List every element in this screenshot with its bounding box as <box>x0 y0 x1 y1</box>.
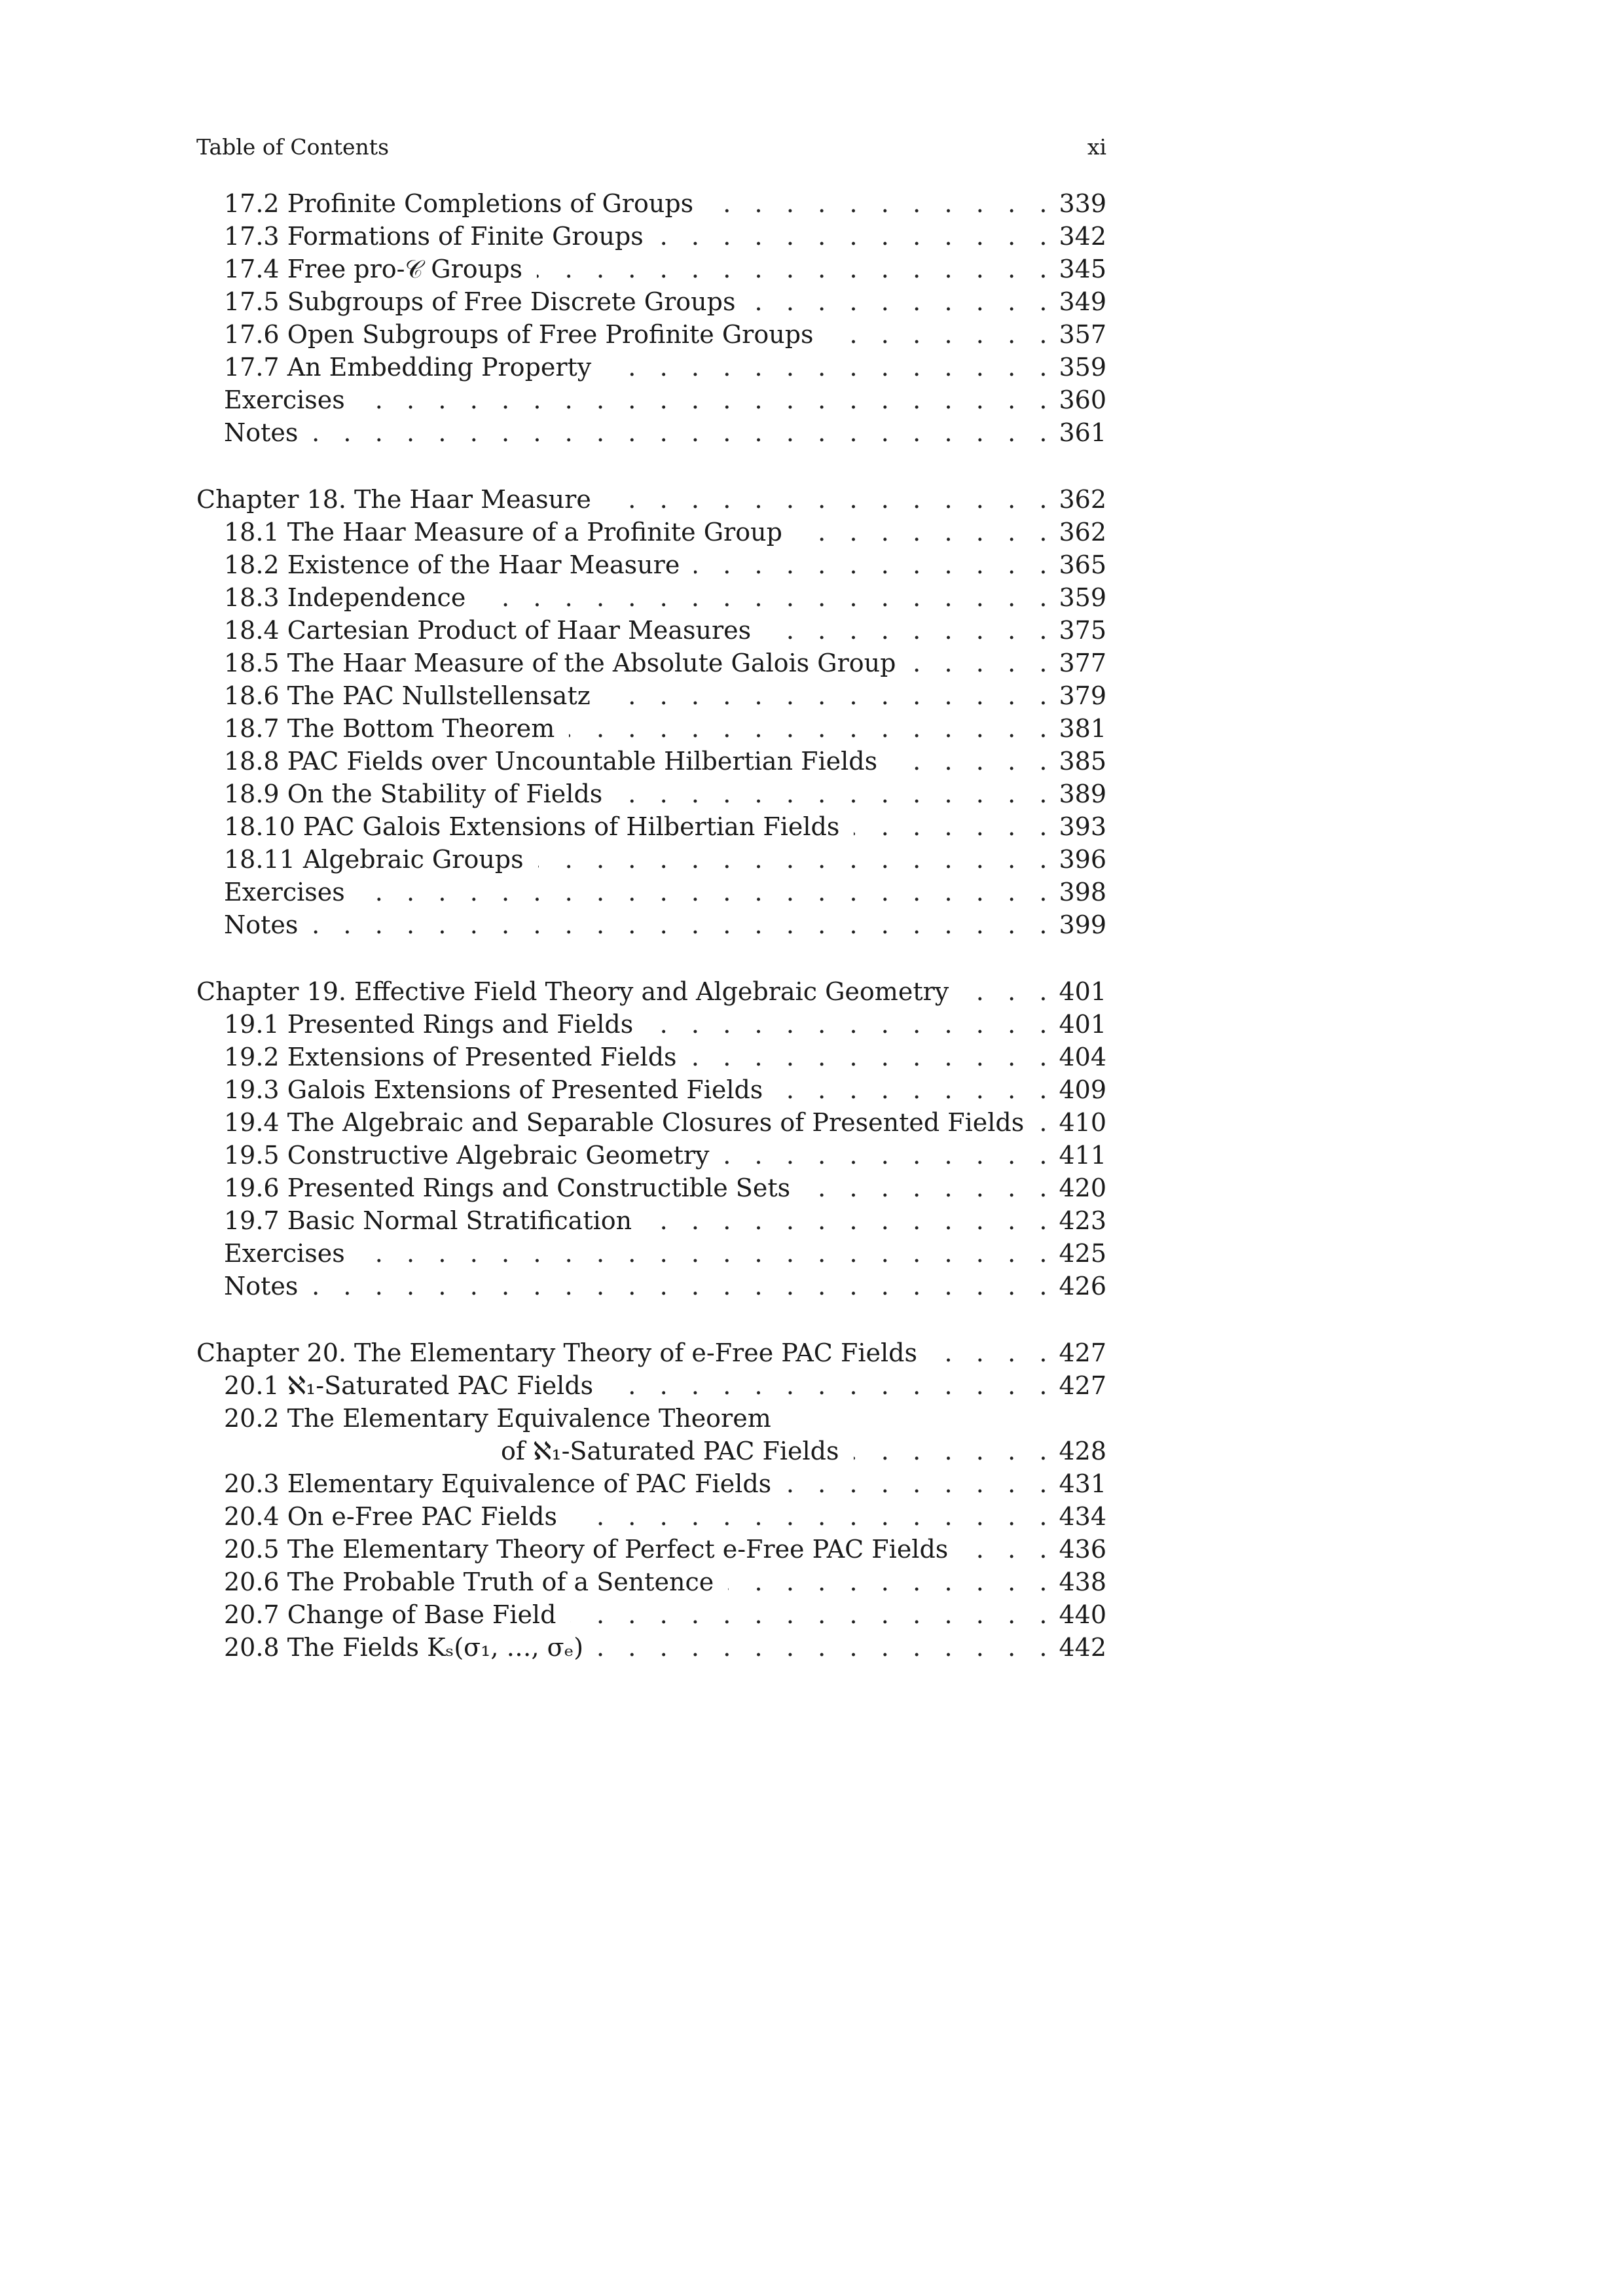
dot-leader <box>480 581 1047 614</box>
toc-entry-title: Chapter 18. The Haar Measure <box>196 485 591 514</box>
toc-entry-title: 18.11 Algebraic Groups <box>224 845 524 874</box>
toc-entry[interactable] <box>196 351 1106 384</box>
toc-entry-title: Notes <box>224 418 299 447</box>
toc-entry[interactable] <box>196 1008 1106 1041</box>
toc-entry-page-number: 389 <box>1059 780 1106 808</box>
dot-leader <box>828 318 1048 351</box>
dot-leader <box>605 679 1048 712</box>
toc-entry-title: Chapter 20. The Elementary Theory of e-Free PAC Fields <box>196 1338 917 1367</box>
dot-leader <box>606 483 1048 516</box>
dot-leader <box>750 285 1047 318</box>
toc-entry-page-number: 339 <box>1059 189 1106 218</box>
toc-entry-title: 19.6 Presented Rings and Constructible Sets <box>224 1174 791 1202</box>
book-page <box>196 124 1106 1664</box>
toc-entry-page-number: 440 <box>1059 1600 1106 1629</box>
toc-entry[interactable] <box>196 647 1106 679</box>
dot-leader <box>723 1139 1047 1172</box>
toc-entry-title: 17.7 An Embedding Property <box>224 353 592 382</box>
toc-entry-page-number: 379 <box>1059 681 1106 710</box>
toc-entry[interactable] <box>196 1435 1106 1467</box>
toc-entry[interactable] <box>196 1041 1106 1073</box>
toc-entry-page-number: 349 <box>1059 287 1106 316</box>
toc-entry-page-number: 345 <box>1059 255 1106 283</box>
toc-entry-title: 17.5 Subgroups of Free Discrete Groups <box>224 287 736 316</box>
dot-leader <box>572 1500 1047 1533</box>
toc-entry-title: 20.5 The Elementary Theory of Perfect e-Free PAC Fields <box>224 1535 949 1564</box>
toc-entry-title: 19.3 Galois Extensions of Presented Fields <box>224 1075 763 1104</box>
dot-leader <box>854 1435 1048 1467</box>
toc-entry-page-number: 385 <box>1059 747 1106 776</box>
toc-chapter-entry[interactable] <box>196 975 1106 1008</box>
toc-entry-title: 19.4 The Algebraic and Separable Closures of Presented Fields <box>224 1108 1025 1137</box>
toc-entry-page-number: 360 <box>1059 386 1106 414</box>
toc-entry[interactable] <box>196 1106 1106 1139</box>
toc-entry[interactable] <box>196 1533 1106 1566</box>
toc-entry-title: 17.3 Formations of Finite Groups <box>224 222 644 251</box>
toc-entry-title: 20.8 The Fields Kₛ(σ₁, …, σₑ) <box>224 1633 584 1662</box>
dot-leader <box>691 1041 1048 1073</box>
toc-entry[interactable] <box>196 1598 1106 1631</box>
toc-entry[interactable] <box>196 1500 1106 1533</box>
toc-entry-title: 17.2 Profinite Completions of Groups <box>224 189 694 218</box>
toc-entry-page-number: 420 <box>1059 1174 1106 1202</box>
dot-leader <box>608 1369 1047 1402</box>
toc-entry-page-number: 401 <box>1059 1010 1106 1039</box>
dot-leader <box>962 1533 1047 1566</box>
toc-entry[interactable] <box>196 1073 1106 1106</box>
toc-entry-page-number: 375 <box>1059 616 1106 645</box>
dot-leader <box>312 908 1047 941</box>
toc-entry-title: 19.2 Extensions of Presented Fields <box>224 1043 677 1071</box>
toc-entry-page-number: 409 <box>1059 1075 1106 1104</box>
dot-leader <box>646 1204 1047 1237</box>
toc-entry-title: Notes <box>224 1272 299 1300</box>
toc-entry[interactable] <box>196 1566 1106 1598</box>
dot-leader <box>312 416 1047 449</box>
toc-entry-title: 18.5 The Haar Measure of the Absolute Galois Group <box>224 649 896 677</box>
running-head-title: Table of Contents <box>196 134 390 160</box>
dot-leader <box>1038 1106 1047 1139</box>
dot-leader <box>359 384 1048 416</box>
toc-entry-page-number: 342 <box>1059 222 1106 251</box>
toc-entry-page-number: 362 <box>1059 485 1106 514</box>
toc-entry[interactable] <box>196 1204 1106 1237</box>
dot-leader <box>569 712 1047 745</box>
running-head <box>196 124 1106 170</box>
toc-entry-title: 17.6 Open Subgroups of Free Profinite Groups <box>224 320 814 349</box>
toc-entry[interactable] <box>196 416 1106 449</box>
toc-entry[interactable] <box>196 384 1106 416</box>
toc-entry[interactable] <box>196 187 1106 220</box>
toc-entry[interactable] <box>196 679 1106 712</box>
toc-entry[interactable] <box>196 1172 1106 1204</box>
toc-entry-page-number: 427 <box>1059 1371 1106 1400</box>
toc-entry-page-number: 359 <box>1059 583 1106 612</box>
toc-entry-title: 18.2 Existence of the Haar Measure <box>224 550 680 579</box>
toc-entry-title: Exercises <box>224 878 345 906</box>
toc-entry-title: 18.3 Independence <box>224 583 466 612</box>
toc-entry-page-number: 361 <box>1059 418 1106 447</box>
dot-leader <box>765 614 1047 647</box>
toc-entry[interactable] <box>196 1402 1106 1435</box>
toc-entry[interactable] <box>196 843 1106 876</box>
dot-leader <box>617 778 1047 810</box>
toc-entry-title: Notes <box>224 910 299 939</box>
toc-entry-page-number: 377 <box>1059 649 1106 677</box>
toc-entry[interactable] <box>196 1139 1106 1172</box>
toc-entry[interactable] <box>196 908 1106 941</box>
toc-entry-page-number: 411 <box>1059 1141 1106 1170</box>
toc-entry[interactable] <box>196 220 1106 253</box>
dot-leader <box>570 1598 1047 1631</box>
toc-entry[interactable] <box>196 285 1106 318</box>
toc-entry-title: 18.9 On the Stability of Fields <box>224 780 603 808</box>
toc-entry[interactable] <box>196 614 1106 647</box>
toc-entry-title: 20.4 On e-Free PAC Fields <box>224 1502 557 1531</box>
toc-entry[interactable] <box>196 516 1106 548</box>
toc-entry-page-number: 425 <box>1059 1239 1106 1268</box>
dot-leader <box>786 1467 1047 1500</box>
toc-entry-title: 17.4 Free pro-𝒞 Groups <box>224 255 522 283</box>
dot-leader <box>312 1270 1047 1302</box>
toc-entry[interactable] <box>196 712 1106 745</box>
chapter-gap <box>196 1302 1106 1336</box>
toc-entry-title: 18.8 PAC Fields over Uncountable Hilbertian Fields <box>224 747 878 776</box>
toc-entry-page-number: 399 <box>1059 910 1106 939</box>
toc-entry-title: 20.6 The Probable Truth of a Sentence <box>224 1568 714 1596</box>
toc-entry-page-number: 359 <box>1059 353 1106 382</box>
toc-chapter-entry[interactable] <box>196 1336 1106 1369</box>
toc-entry-title: 18.4 Cartesian Product of Haar Measures <box>224 616 752 645</box>
toc-entry-page-number: 410 <box>1059 1108 1106 1137</box>
toc-entry-title: 19.5 Constructive Algebraic Geometry <box>224 1141 710 1170</box>
toc-entry-page-number: 357 <box>1059 320 1106 349</box>
chapter-gap <box>196 449 1106 483</box>
dot-leader <box>537 253 1048 285</box>
dot-leader <box>538 843 1048 876</box>
toc-entry-title: 20.2 The Elementary Equivalence Theorem <box>224 1404 771 1433</box>
toc-entry-title: 18.6 The PAC Nullstellensatz <box>224 681 591 710</box>
toc-entry-title: Exercises <box>224 1239 345 1268</box>
toc-entry[interactable] <box>196 810 1106 843</box>
dot-leader <box>694 548 1047 581</box>
toc-entry-title: Chapter 19. Effective Field Theory and Algebraic Geometry <box>196 977 949 1006</box>
toc-entry[interactable] <box>196 876 1106 908</box>
toc-entry-title: 19.7 Basic Normal Stratification <box>224 1206 632 1235</box>
toc-entry-page-number: 381 <box>1059 714 1106 743</box>
toc-entry[interactable] <box>196 1270 1106 1302</box>
toc-entry[interactable] <box>196 1237 1106 1270</box>
toc-entry-page-number: 423 <box>1059 1206 1106 1235</box>
toc-entry-page-number: 362 <box>1059 518 1106 547</box>
toc-entry[interactable] <box>196 581 1106 614</box>
toc-entry[interactable] <box>196 778 1106 810</box>
dot-leader <box>777 1073 1047 1106</box>
toc-chapter-entry[interactable] <box>196 483 1106 516</box>
toc-entry-page-number: 431 <box>1059 1469 1106 1498</box>
dot-leader <box>598 1631 1047 1664</box>
table-of-contents <box>196 187 1106 1664</box>
dot-leader <box>359 876 1048 908</box>
toc-entry[interactable] <box>196 1467 1106 1500</box>
dot-leader <box>932 1336 1048 1369</box>
toc-entry[interactable] <box>196 318 1106 351</box>
toc-entry-page-number: 436 <box>1059 1535 1106 1564</box>
dot-leader <box>606 351 1047 384</box>
toc-entry-title: of ℵ₁-Saturated PAC Fields <box>501 1437 839 1465</box>
dot-leader <box>359 1237 1048 1270</box>
toc-entry-title: Exercises <box>224 386 345 414</box>
toc-entry-page-number: 442 <box>1059 1633 1106 1662</box>
toc-entry-page-number: 401 <box>1059 977 1106 1006</box>
toc-entry-title: 19.1 Presented Rings and Fields <box>224 1010 634 1039</box>
toc-entry-page-number: 438 <box>1059 1568 1106 1596</box>
dot-leader <box>854 810 1047 843</box>
toc-entry-page-number: 404 <box>1059 1043 1106 1071</box>
toc-entry[interactable] <box>196 548 1106 581</box>
dot-leader <box>910 647 1047 679</box>
dot-leader <box>805 1172 1047 1204</box>
page-number: xi <box>1087 134 1106 160</box>
toc-entry-page-number: 396 <box>1059 845 1106 874</box>
toc-entry[interactable] <box>196 253 1106 285</box>
toc-entry-title: 18.1 The Haar Measure of a Profinite Group <box>224 518 782 547</box>
toc-entry-page-number: 427 <box>1059 1338 1106 1367</box>
toc-entry[interactable] <box>196 1369 1106 1402</box>
toc-entry-page-number: 426 <box>1059 1272 1106 1300</box>
toc-entry-title: 20.1 ℵ₁-Saturated PAC Fields <box>224 1371 594 1400</box>
dot-leader <box>658 220 1048 253</box>
toc-entry-title: 20.7 Change of Base Field <box>224 1600 556 1629</box>
toc-entry-page-number: 434 <box>1059 1502 1106 1531</box>
dot-leader <box>647 1008 1047 1041</box>
toc-entry-page-number: 393 <box>1059 812 1106 841</box>
toc-entry[interactable] <box>196 1631 1106 1664</box>
dot-leader <box>708 187 1047 220</box>
dot-leader <box>892 745 1047 778</box>
dot-leader <box>728 1566 1047 1598</box>
toc-entry-title: 18.10 PAC Galois Extensions of Hilbertian Fields <box>224 812 840 841</box>
toc-entry[interactable] <box>196 745 1106 778</box>
toc-entry-title: 18.7 The Bottom Theorem <box>224 714 555 743</box>
chapter-gap <box>196 941 1106 975</box>
toc-entry-page-number: 365 <box>1059 550 1106 579</box>
dot-leader <box>963 975 1047 1008</box>
toc-entry-page-number: 428 <box>1059 1437 1106 1465</box>
toc-entry-page-number: 398 <box>1059 878 1106 906</box>
toc-entry-title: 20.3 Elementary Equivalence of PAC Fields <box>224 1469 772 1498</box>
dot-leader <box>797 516 1048 548</box>
